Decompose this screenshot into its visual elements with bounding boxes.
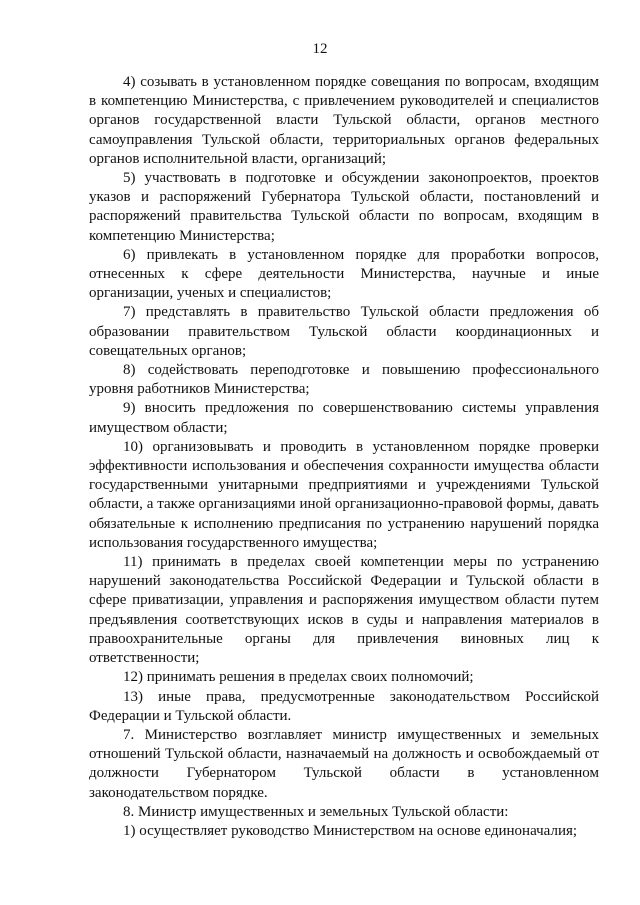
paragraph-item-4: 4) созывать в установленном порядке совещания по вопросам, входящим в компетенцию Министерства, с привлечением руководителей и специалистов органов государственной власти Тульской области, органов местного самоуправления Тульской области, территориальных органов федеральных органов исполнительной власти, организаций; bbox=[89, 74, 599, 167]
paragraph-subitem-1: 1) осуществляет руководство Министерством на основе единоначалия; bbox=[123, 822, 578, 839]
paragraph-item-9: 9) вносить предложения по совершенствованию системы управления имуществом области; bbox=[89, 400, 599, 436]
paragraph-item-11: 11) принимать в пределах своей компетенции меры по устранению нарушений законодательства Российской Федерации и Тульской области в сфере приватизации, управления и распоряжения имуществом области путем предъявления соответствующих исков в суды и направления материалов в правоохранительные органы для привлечения виновных лиц к ответственности; bbox=[89, 554, 599, 667]
paragraph-item-6: 6) привлекать в установленном порядке для проработки вопросов, отнесенных к сфере деятельности Министерства, научные и иные организации, ученых и специалистов; bbox=[89, 246, 599, 302]
paragraph-item-10: 10) организовывать и проводить в установленном порядке проверки эффективности использования и обеспечения сохранности имущества области государственными унитарными предприятиями и учреждениями Тульской области, а также организациями иной организационно-правовой формы, давать обязательные к исполнению предписания по устранению нарушений порядка использования государственного имущества; bbox=[89, 438, 599, 551]
paragraph-item-12: 12) принимать решения в пределах своих полномочий; bbox=[123, 669, 474, 686]
paragraph-item-5: 5) участвовать в подготовке и обсуждении законопроектов, проектов указов и распоряжений Губернатора Тульской области, постановлений и распоряжений правительства Тульской области по вопросам, входящим в компетенцию Министерства; bbox=[89, 170, 599, 244]
paragraph-section-7: 7. Министерство возглавляет министр имущественных и земельных отношений Тульской области, назначаемый на должность и освобождаемый от должности Губернатором Тульской области в установленном законодательством порядке. bbox=[89, 726, 599, 801]
document-body bbox=[89, 73, 599, 841]
paragraph-item-7: 7) представлять в правительство Тульской области предложения об образовании правительством Тульской области координационных и совещательных органов; bbox=[89, 304, 599, 359]
page-number: 12 bbox=[312, 41, 328, 57]
paragraph-item-8: 8) содействовать переподготовке и повышению профессионального уровня работников Министерства; bbox=[89, 362, 599, 398]
paragraph-item-13: 13) иные права, предусмотренные законодательством Российской Федерации и Тульской области. bbox=[89, 688, 599, 724]
paragraph-section-8: 8. Министр имущественных и земельных Тульской области: bbox=[123, 803, 509, 820]
